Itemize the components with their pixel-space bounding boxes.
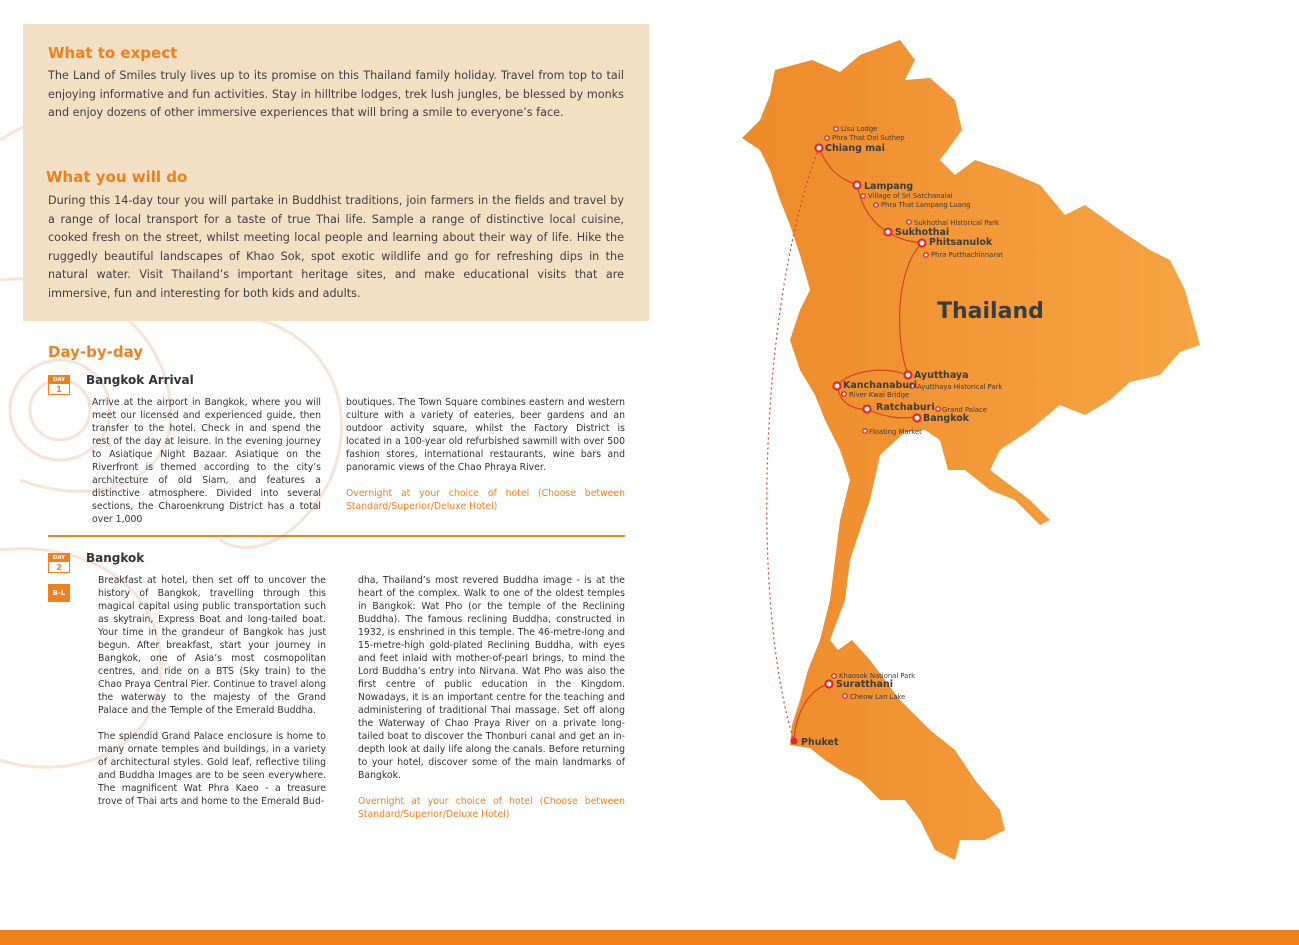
day-2-paragraph: Breakfast at hotel, then set off to uncover the history of Bangkok, travelling through this magical capital using public transportation such as skytrain, Express Boat and long-tailed boat. Your time in the grandeur of Bangkok has just begun. After breakfast, start your journey in Bangkok, one of Asia’s most cosmopolitan centres, and ride on a BTS (Sky train) to the Chao Praya Central Pier. Continue to travel along the waterway to the majesty of the Grand Palace and the Temple of the Emerald Buddha. xyxy=(98,575,326,716)
day-label: DAY xyxy=(49,376,69,384)
site-label: Grand Palace xyxy=(942,406,987,414)
site-dot xyxy=(936,407,940,411)
day-2-title: Bangkok xyxy=(86,551,145,565)
stop-dot xyxy=(834,383,841,390)
site-dot xyxy=(874,203,878,207)
day-1-column-1 xyxy=(92,396,321,539)
day-label: DAY xyxy=(49,554,69,562)
site-dot xyxy=(832,674,836,678)
site-label: Ayutthaya Historical Park xyxy=(917,383,1003,391)
what-you-will-do-text: During this 14-day tour you will partake in Buddhist traditions, join farmers in the fields and travel by a range of local transport for a taste of true Thai life. Sample a range of distinctive local cuisine, cooked fresh on the street, whilst meeting local people and learning about their way of life. Hike the ruggedly beautiful landscapes of Khao Sok, spot exotic wildlife and go for refreshing dips in the natural water. Visit Thailand’s important heritage sites, and make educational visits that are immersive, fun and interesting for both kids and adults. xyxy=(48,194,624,300)
stop-label: Chiang mai xyxy=(825,143,885,154)
day-divider xyxy=(48,535,625,537)
site-label: Village of Sri Satchanalai xyxy=(868,192,953,200)
stop-dot xyxy=(919,240,926,247)
day-1-column-2 xyxy=(346,396,625,526)
day-1-title: Bangkok Arrival xyxy=(86,373,194,387)
day-by-day-heading: Day-by-day xyxy=(48,343,144,361)
stop-dot xyxy=(905,372,912,379)
site-dot xyxy=(863,429,867,433)
day-1-paragraph: Arrive at the airport in Bangkok, where you will meet our licensed and experienced guide, then transfer to the hotel. Check in and spend the rest of the day at leisure. In the evening journey to Asiatique Night Bazaar. Asiatique on the Riverfront is themed according to the city’s architecture of old Siam, and features a distinctive atmosphere. Divided into several sections, the Charoenkrung District has a total over 1,000 xyxy=(92,397,321,525)
stop-label: Phitsanulok xyxy=(929,237,993,248)
stop-label: Sukhothai xyxy=(895,227,950,238)
day-2-badge xyxy=(48,553,70,573)
site-label: Phra Putthachinnarat xyxy=(931,251,1003,259)
what-to-expect-text: The Land of Smiles truly lives up to its promise on this Thailand family holiday. Travel from top to tail enjoying informative and fun activities. Stay in hilltribe lodges, trek lush jungles, be blessed by monks and enjoy dozens of other immersive experiences that will bring a smile to everyone’s face. xyxy=(48,69,624,119)
day-2-overnight: Overnight at your choice of hotel (Choose between Standard/Superior/Deluxe Hotel) xyxy=(358,796,625,820)
meals-badge: B-L xyxy=(48,584,70,602)
day-number: 1 xyxy=(56,385,62,394)
stop-label: Kanchanaburi xyxy=(843,380,918,391)
stop-dot xyxy=(791,738,798,745)
what-you-will-do-heading: What you will do xyxy=(46,168,188,186)
day-1-overnight: Overnight at your choice of hotel (Choose between Standard/Superior/Deluxe Hotel) xyxy=(346,488,625,512)
day-2-paragraph: dha, Thailand’s most revered Buddha image - is at the heart of the complex. Walk to one of the oldest temples in Bangkok: Wat Pho (or the temple of the Reclining Buddha). The famous reclining Buddha, constructed in 1932, is enshrined in this temple. The 46-metre-long and 15-metre-high gold-plated Reclining Buddha, with eyes and feet inlaid with mother-of-pearl brings, to mind the Lord Buddha’s entry into Nirvana. Wat Pho was also the first centre of public education in the Kingdom. Nowadays, it is an important centre for the teaching and administering of traditional Thai massage. Set off along the Waterway of Chao Praya River on a private long-tailed boat to discover the Thonburi canal and get an in-depth look at daily life along the canals. Before returning to your hotel, discover some of the main landmarks of Bangkok. xyxy=(358,575,625,781)
stop-dot xyxy=(854,182,861,189)
site-dot xyxy=(834,127,838,131)
thailand-map xyxy=(700,30,1299,880)
site-dot xyxy=(861,194,865,198)
site-dot xyxy=(842,392,846,396)
stop-label: Bangkok xyxy=(923,413,970,424)
site-label: Floating Market xyxy=(869,428,922,436)
site-dot xyxy=(907,220,911,224)
country-label: Thailand xyxy=(937,299,1044,324)
stop-label: Ayutthaya xyxy=(914,370,969,381)
site-label: Phra That Lampang Luang xyxy=(881,201,971,209)
site-dot xyxy=(825,136,829,140)
site-label: Lisu Lodge xyxy=(841,125,878,133)
stop-dot xyxy=(826,681,833,688)
day-number: 2 xyxy=(56,563,62,572)
day-2-column-1 xyxy=(98,574,326,821)
stop-dot xyxy=(914,415,921,422)
stop-label: Suratthani xyxy=(836,679,893,690)
day-2-column-2 xyxy=(358,574,625,834)
site-label: Phra That Doi Suthep xyxy=(832,134,905,142)
stop-label: Ratchaburi xyxy=(876,402,935,413)
stop-dot xyxy=(816,145,823,152)
site-label: Cheow Lan Lake xyxy=(850,693,906,701)
stop-label: Lampang xyxy=(864,181,914,192)
site-label: Khaosok National Park xyxy=(839,672,916,680)
stop-dot xyxy=(864,406,871,413)
site-label: Sukhothai Historical Park xyxy=(914,219,999,227)
stop-label: Phuket xyxy=(801,737,839,748)
site-dot xyxy=(924,253,928,257)
day-2-paragraph: The splendid Grand Palace enclosure is home to many ornate temples and buildings, in a variety of architectural styles. Gold leaf, reflective tiling and Buddha Images are to be seen everywhere. The magnificent Wat Phra Kaeo - a treasure trove of Thai arts and home to the Emerald Bud- xyxy=(98,731,326,807)
day-1-badge xyxy=(48,375,70,395)
footer-bar xyxy=(0,930,1299,945)
what-to-expect-heading: What to expect xyxy=(48,44,178,62)
site-label: River Kwai Bridge xyxy=(849,391,910,399)
site-dot xyxy=(843,694,847,698)
stop-dot xyxy=(885,229,892,236)
day-1-paragraph: boutiques. The Town Square combines eastern and western culture with a variety of eateries, beer gardens and an outdoor activity square, whilst the Factory District is located in a 100-year old refurbished sawmill with over 500 fashion stores, international restaurants, wine bars and panoramic views of the Chao Phraya River. xyxy=(346,397,625,473)
